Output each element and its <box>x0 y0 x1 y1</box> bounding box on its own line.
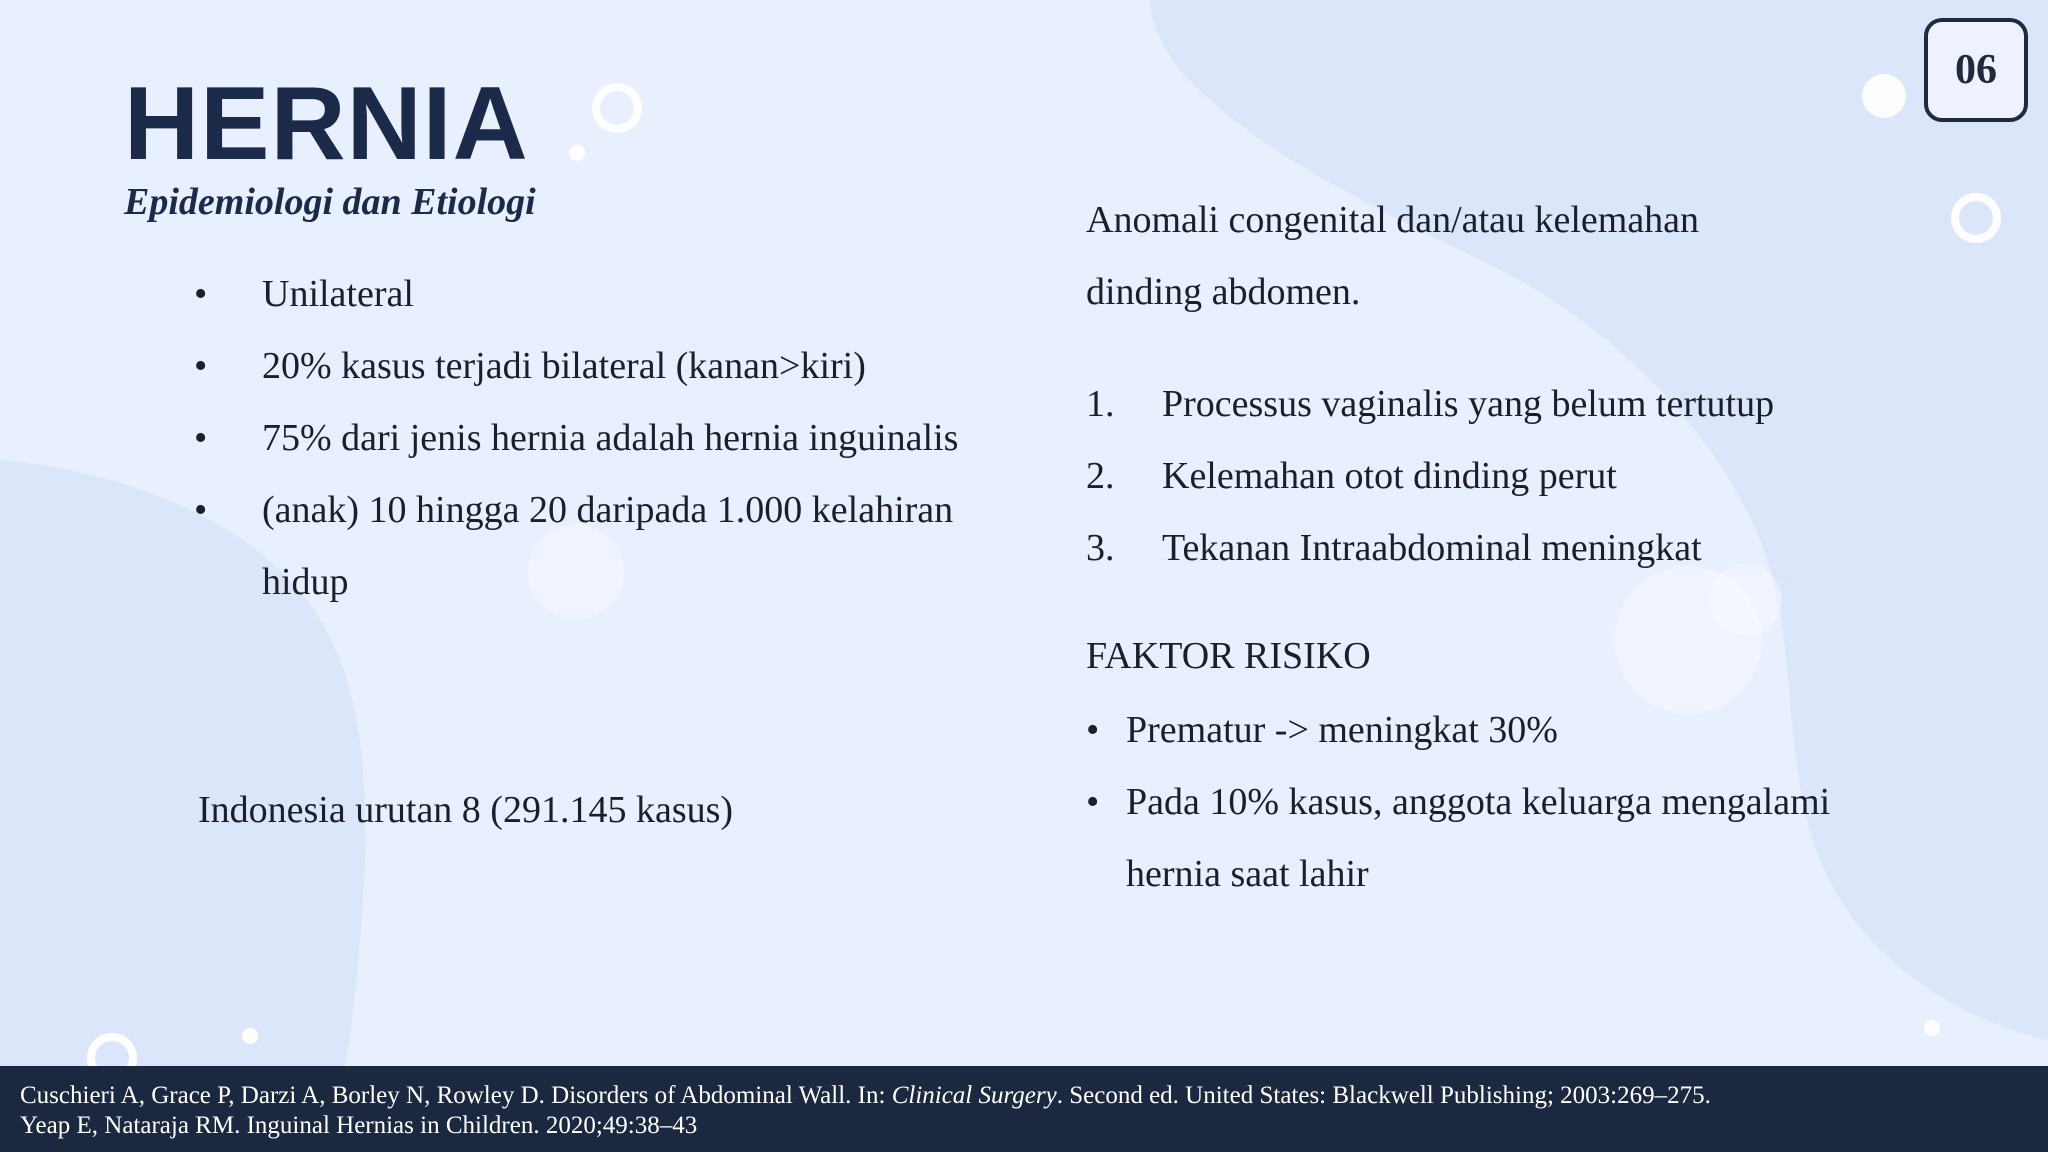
list-item <box>190 330 970 402</box>
list-item <box>190 474 970 618</box>
risk-factors-heading: FAKTOR RISIKO <box>1086 635 1371 677</box>
page-number-badge: 06 <box>1924 18 2028 122</box>
slide-subtitle: Epidemiologi dan Etiologi <box>124 181 536 223</box>
list-item-text: 75% dari jenis hernia adalah hernia inguinalis <box>262 417 959 459</box>
list-item-text: (anak) 10 hingga 20 daripada 1.000 kelahiran hidup <box>262 489 954 603</box>
list-item-text: 20% kasus terjadi bilateral (kanan>kiri) <box>262 345 866 387</box>
reference-2: Yeap E, Nataraja RM. Inguinal Hernias in Children. 2020;49:38–43 <box>20 1112 698 1139</box>
slide-title: HERNIA <box>124 66 529 182</box>
list-item-text: Prematur -> meningkat 30% <box>1126 709 1558 751</box>
list-item <box>1086 440 1986 512</box>
list-number: 3. <box>1086 527 1115 569</box>
bullet-icon: • <box>194 417 208 459</box>
indonesia-note: Indonesia urutan 8 (291.145 kasus) <box>198 789 734 831</box>
epidemiology-list <box>190 258 970 618</box>
bullet-icon: • <box>194 273 208 315</box>
decor-dot <box>1862 74 1906 118</box>
reference-text: . Second ed. United States: Blackwell Publishing; 2003:269–275. <box>1056 1082 1711 1109</box>
list-item <box>1086 694 1906 766</box>
decor-dot <box>1924 1020 1940 1036</box>
bullet-icon: • <box>1086 709 1100 751</box>
reference-text: Cuschieri A, Grace P, Darzi A, Borley N, Rowley D. Disorders of Abdominal Wall. In: <box>20 1082 892 1109</box>
decor-dot <box>242 1028 258 1044</box>
decor-ring <box>596 87 638 129</box>
list-item-text: Tekanan Intraabdominal meningkat <box>1162 527 1702 569</box>
list-item-text: Processus vaginalis yang belum tertutup <box>1162 383 1775 425</box>
list-item <box>190 402 970 474</box>
list-item-text: Kelemahan otot dinding perut <box>1162 455 1617 497</box>
decor-dot <box>569 145 585 161</box>
bullet-icon: • <box>194 345 208 387</box>
list-item <box>1086 512 1986 584</box>
list-item-text: Unilateral <box>262 273 414 315</box>
etiology-intro: Anomali congenital dan/atau kelemahan dinding abdomen. <box>1086 199 1700 313</box>
causes-list <box>1086 368 1986 584</box>
list-item <box>1086 766 1906 910</box>
references-footer <box>0 1066 2048 1152</box>
list-item <box>190 258 970 330</box>
list-item <box>1086 368 1986 440</box>
reference-book-title: Clinical Surgery <box>891 1082 1057 1109</box>
list-number: 1. <box>1086 383 1115 425</box>
bullet-icon: • <box>194 489 208 531</box>
bullet-icon: • <box>1086 781 1100 823</box>
list-item-text: Pada 10% kasus, anggota keluarga mengalami hernia saat lahir <box>1126 781 1831 895</box>
reference-1 <box>20 1081 2028 1111</box>
risk-factors-list <box>1086 694 1906 910</box>
list-number: 2. <box>1086 455 1115 497</box>
